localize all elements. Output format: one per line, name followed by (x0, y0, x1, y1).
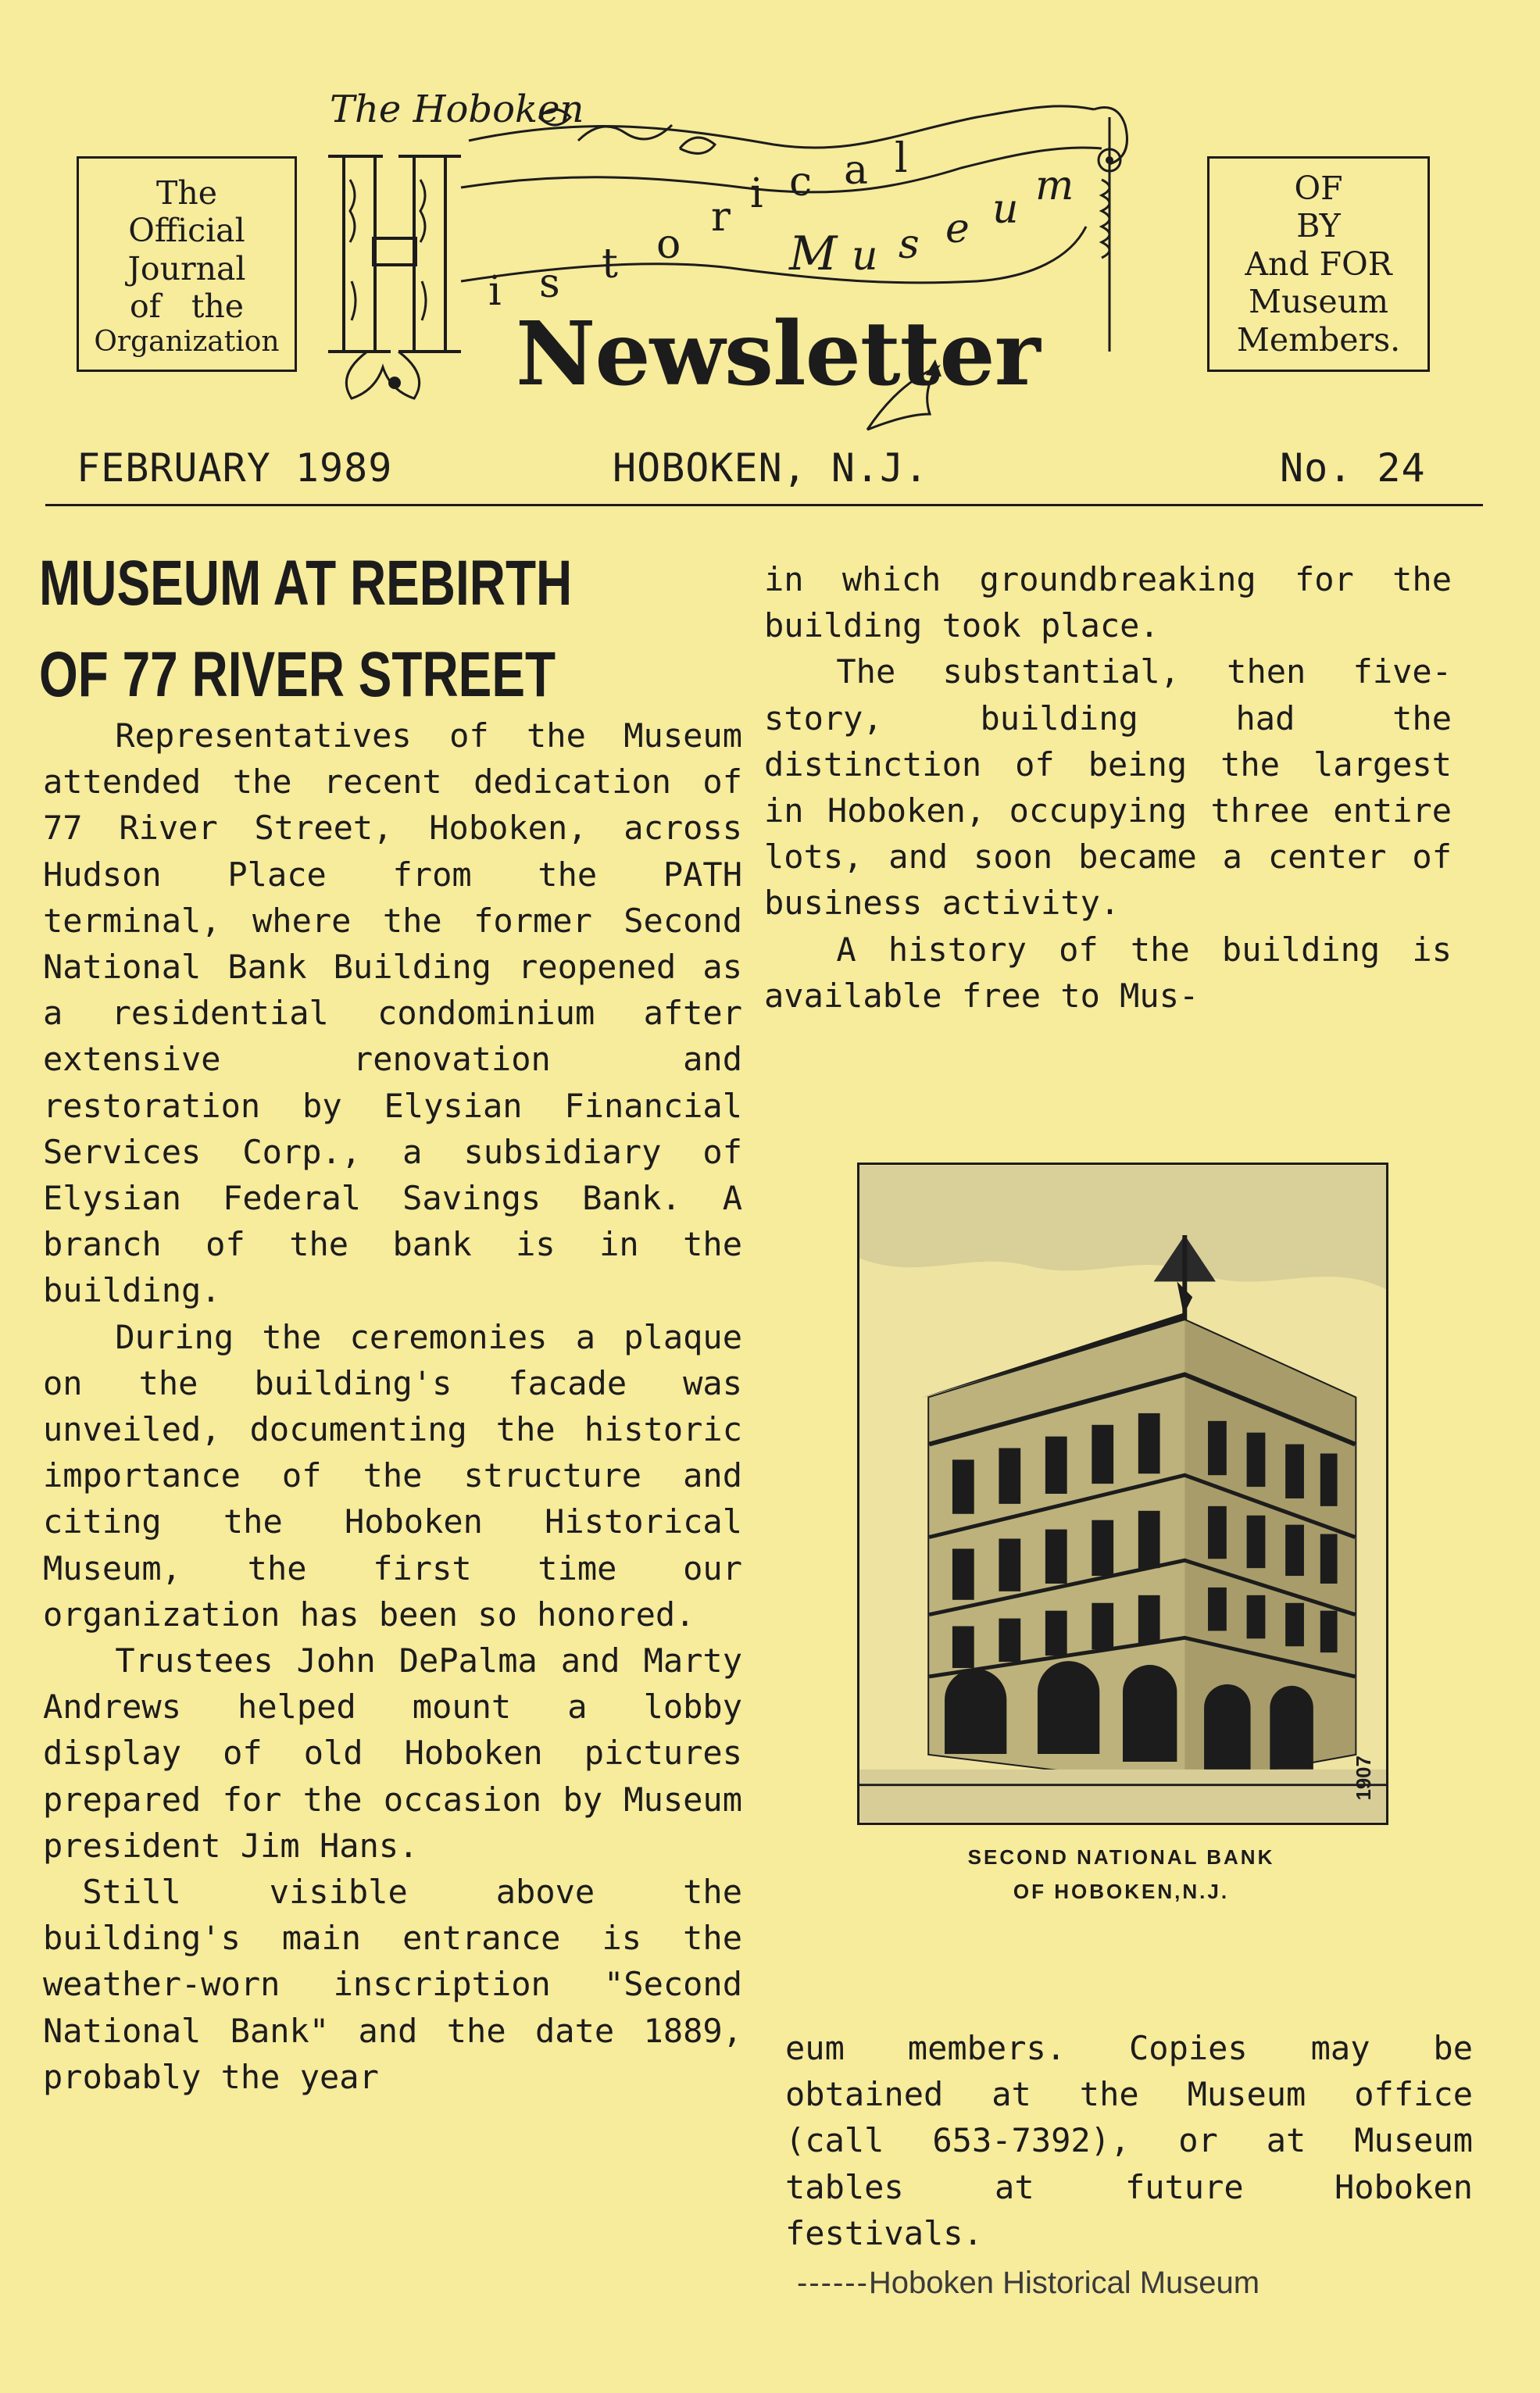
museum-letter: u (852, 233, 878, 280)
right-box-line: Members. (1236, 320, 1401, 359)
newsletter-title: Newsletter (516, 303, 1040, 405)
issue-place: HOBOKEN, N.J. (613, 445, 929, 491)
ornate-h-letter (328, 156, 461, 398)
museum-letter: u (992, 186, 1019, 233)
article-left-column (43, 713, 742, 2100)
article-paragraph: During the ceremonies a plaque on the building's facade was unveiled, documenting the historic importance of the structure and citing the Hoboken Historical Museum, the first time our organization has been so honored. (43, 1317, 742, 1634)
footer-dashes: ------ (797, 2266, 869, 2300)
historical-letter: s (539, 260, 560, 307)
left-box-line: of the (129, 288, 245, 326)
photo-caption (875, 1840, 1367, 1909)
headline-line: MUSEUM AT REBIRTH (39, 548, 573, 619)
issue-number: No. 24 (1280, 445, 1426, 491)
historical-letter: r (711, 194, 731, 241)
right-box-line: And FOR (1245, 245, 1392, 283)
masthead-pre-title: The Hoboken (330, 88, 584, 131)
historical-letter: l (895, 135, 908, 182)
historical-letter: t (602, 241, 618, 288)
museum-letter: M (789, 227, 838, 281)
museum-letter: s (899, 221, 920, 268)
issue-date: FEBRUARY 1989 (77, 445, 393, 491)
photo-year: 1907 (1353, 1755, 1376, 1801)
official-journal-box (77, 156, 297, 372)
headline-line: OF 77 RIVER STREET (39, 639, 556, 710)
dateline-rule (45, 504, 1483, 506)
article-headline (39, 538, 588, 720)
article-paragraph: The substantial, then five-story, building had the distinction of being the largest in Hoboken, occupying three entire lots, and soon became a center of business activity. (764, 652, 1452, 923)
right-box-line: BY (1296, 207, 1341, 245)
left-box-line: Journal (127, 249, 246, 288)
bank-building-illustration (859, 1165, 1386, 1823)
historical-letter: a (844, 147, 869, 194)
right-box-line: OF (1294, 170, 1343, 207)
bank-building-photo (857, 1163, 1388, 1825)
museum-letter: m (1035, 163, 1074, 209)
left-box-line: The (155, 174, 218, 212)
article-paragraph: in which groundbreaking for the building took place. (764, 560, 1452, 645)
article-paragraph: A history of the building is available free to Mus- (764, 930, 1452, 1015)
historical-letter: i (488, 268, 502, 315)
left-box-line: Official (128, 212, 245, 250)
dateline (77, 445, 1444, 492)
caption-line: SECOND NATIONAL BANK (967, 1845, 1275, 1869)
footer-credit-text: Hoboken Historical Museum (868, 2266, 1260, 2300)
historical-letter: c (789, 159, 813, 205)
members-box (1207, 156, 1430, 372)
historical-letter: o (656, 221, 681, 268)
article-paragraph: Representatives of the Museum attended the recent dedication of 77 River Street, Hoboken, across Hudson Place from the PATH terminal, where the former Second National Bank Building reopened as a residential condominium after extensive renovation and restoration by Elysian Financial Services Corp., a subsidiary of Elysian Federal Savings Bank. A branch of the bank is in the building. (43, 716, 742, 1310)
left-box-line: Organization (94, 325, 280, 358)
museum-letter: e (945, 205, 970, 252)
caption-line: OF HOBOKEN,N.J. (1013, 1880, 1230, 1903)
footer-credit (797, 2266, 1260, 2301)
article-right-column-top (764, 556, 1452, 1019)
right-box-line: Museum (1249, 283, 1388, 321)
article-paragraph: Still visible above the building's main entrance is the weather-worn inscription "Second National Bank" and the date 1889, probably the year (43, 1873, 742, 2096)
article-paragraph: eum members. Copies may be obtained at the Museum office (call 653-7392), or at Museum tables at future Hoboken festivals. (785, 2029, 1473, 2252)
historical-letter: i (750, 170, 763, 217)
article-right-column-bottom (785, 2025, 1473, 2256)
article-paragraph: Trustees John DePalma and Marty Andrews helped mount a lobby display of old Hoboken pictures prepared for the occasion by Museum president Jim Hans. (43, 1641, 742, 1865)
